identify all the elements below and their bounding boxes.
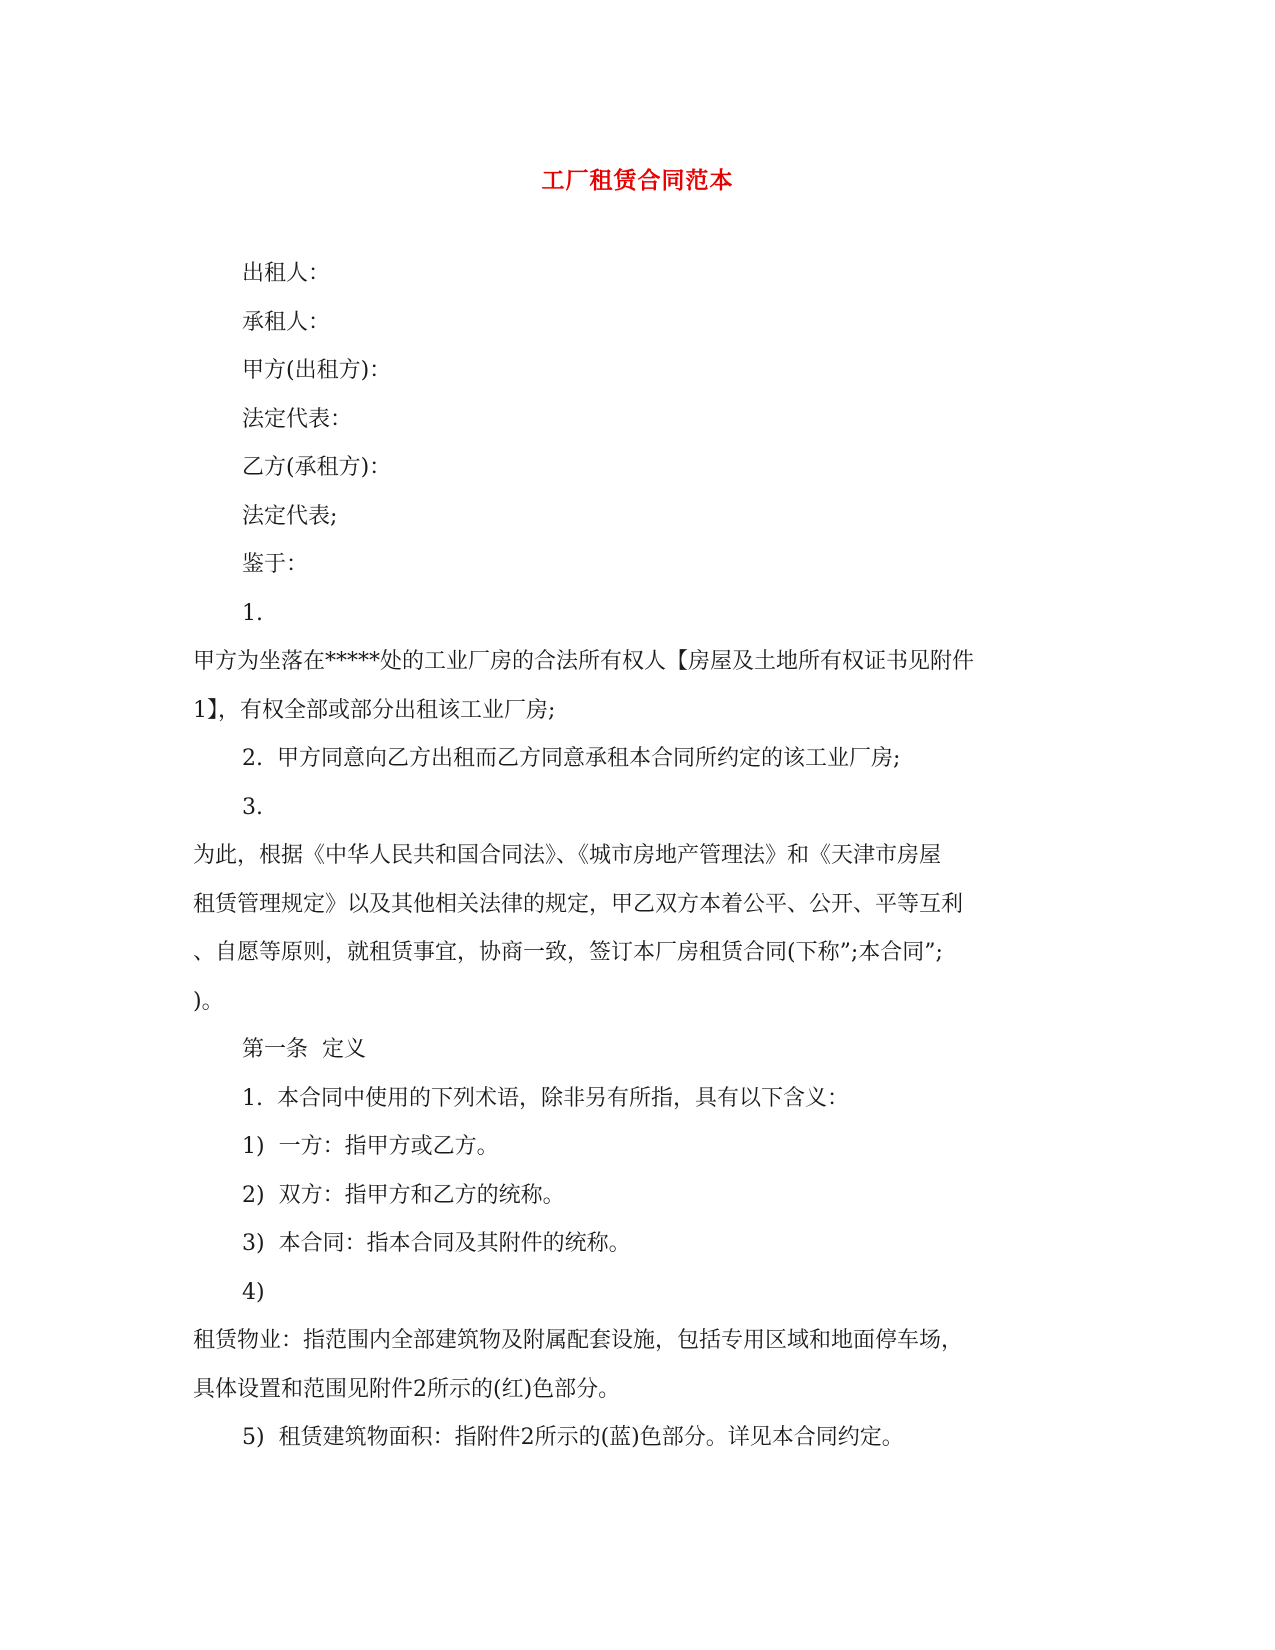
lessor-line: 出租人： (242, 261, 331, 286)
definition-2: 2) 双方：指甲方和乙方的统称。 (242, 1182, 565, 1208)
party-b-line: 乙方(承租方)： (242, 455, 392, 480)
item-3-number: 3. (242, 794, 263, 820)
definition-5: 5) 租赁建筑物面积：指附件2所示的(蓝)色部分。详见本合同约定。 (242, 1425, 904, 1450)
item-3-text-line-2: 租赁管理规定》以及其他相关法律的规定，甲乙双方本着公平、公开、平等互利 (193, 891, 964, 917)
party-a-representative-line: 法定代表： (242, 406, 353, 432)
whereas-line: 鉴于： (242, 552, 309, 577)
definition-3: 3) 本合同：指本合同及其附件的统称。 (242, 1231, 631, 1256)
item-1-text-line-2: 1】，有权全部或部分出租该工业厂房; (193, 697, 556, 723)
definition-4-text-line-1: 租赁物业：指范围内全部建筑物及附属配套设施，包括专用区域和地面停车场， (193, 1328, 964, 1353)
item-3-text-line-1: 为此，根据《中华人民共和国合同法》、《城市房地产管理法》和《天津市房屋 (193, 843, 942, 868)
party-a-line: 甲方(出租方)： (242, 358, 392, 383)
item-1-number: 1. (242, 600, 263, 626)
item-2-line: 2. 甲方同意向乙方出租而乙方同意承租本合同所约定的该工业厂房; (242, 746, 901, 771)
item-1-text-line-1: 甲方为坐落在*****处的工业厂房的合法所有权人【房屋及土地所有权证书见附件 (193, 649, 975, 674)
definition-4-number: 4) (242, 1279, 265, 1305)
document-title: 工厂租赁合同范本 (541, 167, 734, 194)
lessee-line: 承租人： (242, 309, 331, 335)
document-body (193, 250, 1083, 1463)
party-b-representative-line: 法定代表; (242, 503, 338, 529)
definition-4-text-line-2: 具体设置和范围见附件2所示的(红)色部分。 (193, 1376, 621, 1402)
item-3-text-line-3: 、自愿等原则，就租赁事宜，协商一致，签订本厂房租赁合同(下称”;本合同”; (193, 940, 943, 965)
article-1-heading: 第一条 定义 (242, 1037, 366, 1062)
definition-1: 1) 一方：指甲方或乙方。 (242, 1134, 499, 1159)
item-3-text-line-4: )。 (193, 988, 224, 1014)
definitions-intro: 1. 本合同中使用的下列术语，除非另有所指，具有以下含义： (242, 1085, 849, 1111)
